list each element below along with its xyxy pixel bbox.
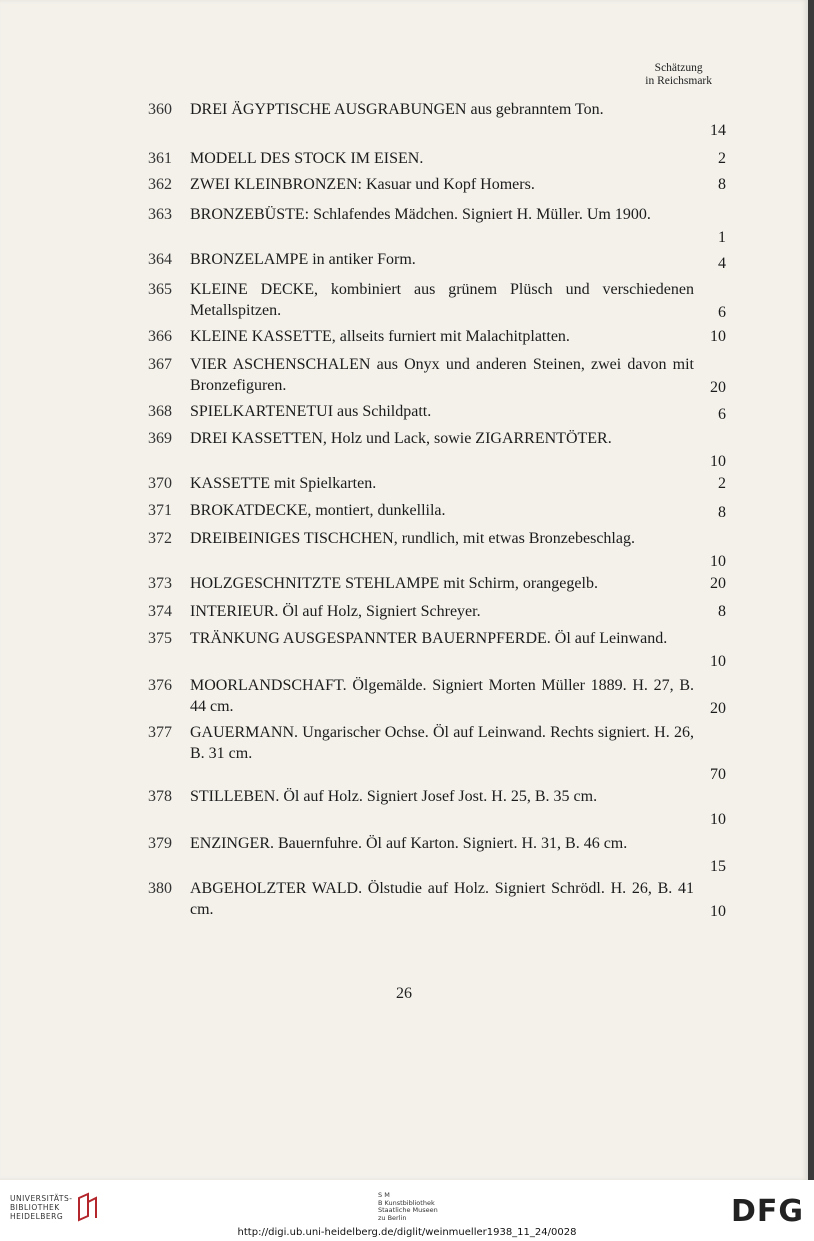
- entry-number: 375: [148, 630, 172, 647]
- entry-price: 2: [718, 475, 726, 492]
- entry-number: 371: [148, 502, 172, 519]
- list-item: [148, 574, 728, 602]
- library-line-4: zu Berlin: [378, 1213, 407, 1222]
- entry-text: DREIBEINIGES TISCHCHEN, rundlich, mit etwas Bronzebeschlag.: [190, 530, 635, 547]
- entry-text: KLEINE KASSETTE, allseits furniert mit Malachitplatten.: [190, 328, 570, 345]
- entry-text: DREI ÄGYPTISCHE AUSGRABUNGEN aus gebranntem Ton.: [190, 101, 604, 118]
- entry-text: KLEINE DECKE, kombiniert aus grünem Plüsch und verschiedenen Metallspitzen.: [190, 281, 694, 319]
- list-item: [148, 834, 728, 879]
- entry-text: HOLZGESCHNITZTE STEHLAMPE mit Schirm, orangegelb.: [190, 575, 598, 592]
- entry-number: 376: [148, 677, 172, 694]
- entry-text: TRÄNKUNG AUSGESPANNTER BAUERNPFERDE. Öl auf Leinwand.: [190, 630, 668, 647]
- entry-price: 8: [718, 176, 726, 193]
- library-line-1: S M: [378, 1191, 390, 1199]
- entry-number: 369: [148, 430, 172, 447]
- entry-text: SPIELKARTENETUI aus Schildpatt.: [190, 403, 432, 420]
- entry-number: 366: [148, 328, 172, 345]
- list-item: [148, 429, 728, 474]
- list-item: [148, 879, 728, 924]
- dfg-logo: DFG: [730, 1194, 804, 1229]
- entry-number: 374: [148, 603, 172, 620]
- entry-text: KASSETTE mit Spielkarten.: [190, 475, 377, 492]
- entry-number: 367: [148, 356, 172, 373]
- list-item: [148, 327, 728, 355]
- list-item: [148, 250, 728, 280]
- university-line-2: BIBLIOTHEK: [10, 1203, 60, 1212]
- entry-number: 372: [148, 530, 172, 547]
- list-item: [148, 175, 728, 205]
- university-line-3: HEIDELBERG: [10, 1212, 64, 1221]
- list-item: [148, 629, 728, 676]
- price-column-header: [645, 62, 712, 88]
- entry-price: 10: [710, 652, 726, 670]
- entry-text: INTERIEUR. Öl auf Holz, Signiert Schreyer.: [190, 603, 481, 620]
- entry-price: 15: [710, 857, 726, 875]
- entry-price: 1: [718, 228, 726, 246]
- entry-price: 6: [718, 303, 726, 321]
- entry-price: 10: [710, 328, 726, 345]
- entry-price: 10: [710, 452, 726, 470]
- digitization-footer: [0, 1180, 814, 1241]
- scan-edge: [808, 0, 814, 1180]
- entry-text: STILLEBEN. Öl auf Holz. Signiert Josef Jost. H. 25, B. 35 cm.: [190, 788, 598, 805]
- list-item: [148, 355, 728, 402]
- entry-text: BRONZELAMPE in antiker Form.: [190, 251, 416, 268]
- list-item: [148, 402, 728, 429]
- entry-text: MODELL DES STOCK IM EISEN.: [190, 150, 424, 167]
- list-item: [148, 501, 728, 529]
- university-logo-icon: [76, 1192, 98, 1222]
- entry-price: 2: [718, 150, 726, 167]
- entry-number: 360: [148, 101, 172, 118]
- entry-price: 70: [710, 765, 726, 783]
- entry-text: ENZINGER. Bauernfuhre. Öl auf Karton. Signiert. H. 31, B. 46 cm.: [190, 835, 628, 852]
- entry-price: 8: [718, 603, 726, 620]
- list-item: [148, 723, 728, 787]
- list-item: [148, 602, 728, 629]
- header-line-1: Schätzung: [654, 62, 703, 74]
- entry-text: GAUERMANN. Ungarischer Ochse. Öl auf Leinwand. Rechts signiert. H. 26, B. 31 cm.: [190, 724, 694, 762]
- entry-number: 370: [148, 475, 172, 492]
- entry-price: 10: [710, 552, 726, 570]
- page-number: 26: [396, 985, 412, 1002]
- entry-text: ZWEI KLEINBRONZEN: Kasuar und Kopf Homers.: [190, 176, 535, 193]
- library-label: [378, 1192, 438, 1222]
- entry-text: MOORLANDSCHAFT. Ölgemälde. Signiert Morten Müller 1889. H. 27, B. 44 cm.: [190, 677, 694, 715]
- entry-price: 4: [718, 255, 726, 272]
- entry-number: 368: [148, 403, 172, 420]
- list-item: [148, 205, 728, 250]
- entry-number: 361: [148, 150, 172, 167]
- list-item: [148, 280, 728, 327]
- source-url-link[interactable]: http://digi.ub.uni-heidelberg.de/diglit/weinmueller1938_11_24/0028: [237, 1227, 577, 1238]
- entry-number: 380: [148, 880, 172, 897]
- entry-number: 377: [148, 724, 172, 741]
- entry-price: 10: [710, 810, 726, 828]
- header-line-2: in Reichsmark: [645, 75, 712, 87]
- entry-number: 365: [148, 281, 172, 298]
- entry-price: 20: [710, 378, 726, 396]
- entry-number: 362: [148, 176, 172, 193]
- entry-text: ABGEHOLZTER WALD. Ölstudie auf Holz. Signiert Schrödl. H. 26, B. 41 cm.: [190, 880, 694, 918]
- entry-text: VIER ASCHENSCHALEN aus Onyx und anderen Steinen, zwei davon mit Bronzefiguren.: [190, 356, 694, 394]
- entry-number: 379: [148, 835, 172, 852]
- entry-number: 364: [148, 251, 172, 268]
- library-line-3: Staatliche Museen: [378, 1206, 438, 1214]
- list-item: [148, 787, 728, 834]
- list-item: [148, 100, 728, 143]
- entry-price: 20: [710, 699, 726, 717]
- entry-number: 363: [148, 206, 172, 223]
- list-item: [148, 474, 728, 501]
- catalog-entries: [148, 100, 728, 924]
- list-item: [148, 149, 728, 175]
- entry-text: BRONZEBÜSTE: Schlafendes Mädchen. Signiert H. Müller. Um 1900.: [190, 206, 651, 223]
- entry-text: BROKATDECKE, montiert, dunkellila.: [190, 502, 446, 519]
- entry-price: 10: [710, 902, 726, 920]
- entry-text: DREI KASSETTEN, Holz und Lack, sowie ZIGARRENTÖTER.: [190, 430, 612, 447]
- entry-number: 373: [148, 575, 172, 592]
- library-line-2: B Kunstbibliothek: [378, 1198, 435, 1207]
- entry-number: 378: [148, 788, 172, 805]
- list-item: [148, 676, 728, 723]
- entry-price: 14: [710, 121, 726, 139]
- entry-price: 8: [718, 504, 726, 521]
- university-line-1: UNIVERSITÄTS-: [10, 1194, 73, 1203]
- entry-price: 20: [710, 575, 726, 592]
- university-label: [10, 1194, 72, 1221]
- entry-price: 6: [718, 406, 726, 423]
- list-item: [148, 529, 728, 574]
